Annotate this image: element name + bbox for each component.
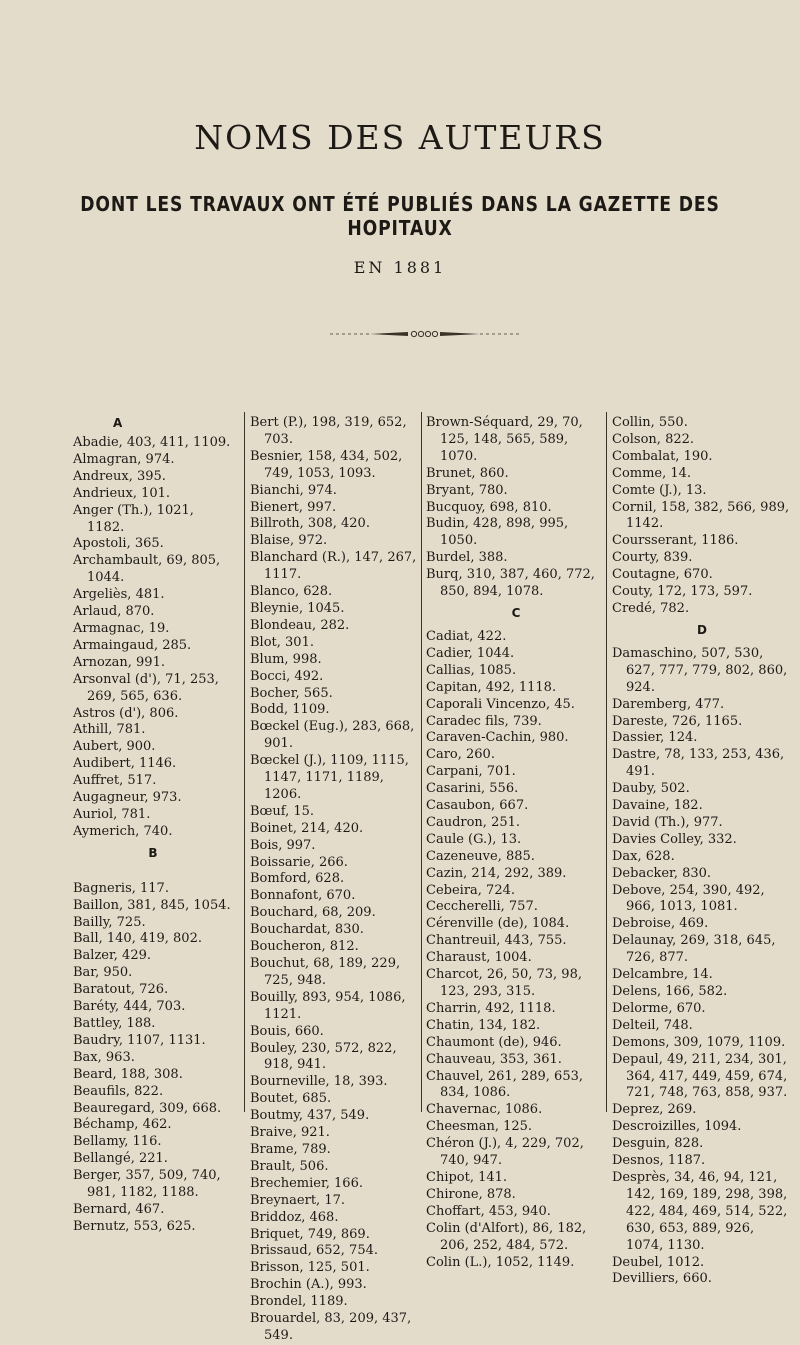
author-entry: Almagran, 974. (73, 451, 175, 467)
author-entry: Caporali Vincenzo, 45. (426, 696, 575, 712)
author-entry: Blot, 301. (250, 634, 314, 650)
author-entry: Caudron, 251. (426, 814, 521, 830)
author-entry: Bert (P.), 198, 319, 652, 703. (250, 415, 407, 447)
author-entry: Colin (d'Alfort), 86, 182, 206, 252, 484, 572. (426, 1220, 587, 1253)
author-entry: Bernutz, 553, 625. (73, 1218, 196, 1234)
spacer (73, 869, 233, 881)
author-entry: Brault, 506. (250, 1158, 329, 1174)
author-entry: Bourneville, 18, 393. (250, 1074, 388, 1090)
author-entry: Bellangé, 221. (73, 1151, 168, 1167)
author-entry: Carpani, 701. (426, 764, 516, 780)
author-entry: Bouilly, 893, 954, 1086, 1121. (250, 989, 406, 1022)
author-entry: Bianchi, 974. (250, 482, 337, 498)
author-entry: Andreux, 395. (73, 468, 166, 484)
author-entry: Casarini, 556. (426, 781, 519, 797)
author-entry: Comme, 14. (612, 465, 692, 481)
column-rule (606, 412, 607, 1112)
author-entry: Astros (d'), 806. (73, 705, 179, 721)
author-entry: Bois, 997. (250, 837, 316, 853)
author-entry: Cadier, 1044. (426, 645, 515, 661)
author-entry: Armaingaud, 285. (73, 637, 192, 653)
author-entry: Bouis, 660. (250, 1023, 324, 1039)
author-entry: Budin, 428, 898, 995, 1050. (426, 516, 569, 549)
author-entry: Chaumont (de), 946. (426, 1034, 562, 1050)
author-entry: Beard, 188, 308. (73, 1066, 183, 1082)
author-entry: Desprès, 34, 46, 94, 121, 142, 169, 189, 298, 398, 422, 484, 469, 514, 522, 630, 653, 889, 926, 1074, 1130. (612, 1169, 788, 1253)
author-entry: Cazin, 214, 292, 389. (426, 865, 567, 881)
author-entry: Armagnac, 19. (73, 620, 170, 636)
author-entry: Capitan, 492, 1118. (426, 679, 557, 695)
author-entry: Bernard, 467. (73, 1201, 165, 1217)
author-entry: Audibert, 1146. (73, 756, 177, 772)
author-entry: Bœuf, 15. (250, 803, 315, 819)
page-subtitle: DONT LES TRAVAUX ONT ÉTÉ PUBLIÉS DANS LA GAZETTE DES HOPITAUX (80, 192, 720, 240)
author-entry: Charaust, 1004. (426, 950, 532, 966)
author-entry: Bleynie, 1045. (250, 600, 345, 616)
author-entry: Damaschino, 507, 530, 627, 777, 779, 802, 860, 924. (612, 645, 788, 695)
author-entry: Breynaert, 17. (250, 1192, 345, 1208)
author-entry: Blanchard (R.), 147, 267, 1117. (250, 550, 417, 583)
author-entry: Deprez, 269. (612, 1102, 697, 1118)
author-entry: Coutagne, 670. (612, 567, 713, 583)
author-entry: Aymerich, 740. (73, 823, 173, 839)
author-entry: Beaufils, 822. (73, 1083, 164, 1099)
ornament-divider (330, 328, 520, 340)
author-entry: Cazeneuve, 885. (426, 848, 535, 864)
author-entry: Bailly, 725. (73, 914, 146, 930)
author-entry: Callias, 1085. (426, 662, 517, 678)
author-entry: Bellamy, 116. (73, 1134, 162, 1150)
author-entry: Baratout, 726. (73, 982, 169, 998)
author-entry: Baréty, 444, 703. (73, 999, 186, 1015)
author-entry: Dax, 628. (612, 848, 675, 864)
author-entry: Caule (G.), 13. (426, 831, 522, 847)
author-entry: Caradec fils, 739. (426, 713, 542, 729)
section-letter: B (148, 845, 158, 860)
author-entry: Arnozan, 991. (73, 654, 165, 670)
author-entry: Boutet, 685. (250, 1091, 332, 1107)
author-entry: Blum, 998. (250, 651, 322, 667)
author-entry: Bouchard, 68, 209. (250, 905, 376, 921)
author-entry: Demons, 309, 1079, 1109. (612, 1034, 786, 1050)
index-column-2 (250, 415, 420, 1345)
author-entry: Chavernac, 1086. (426, 1102, 543, 1118)
author-entry: Choffart, 453, 940. (426, 1203, 551, 1219)
author-entry: Bœckel (J.), 1109, 1115, 1147, 1171, 1189, 1206. (250, 753, 409, 802)
author-entry: Brisson, 125, 501. (250, 1260, 370, 1276)
author-entry: Anger (Th.), 1021, 1182. (73, 502, 194, 535)
section-letter: D (697, 622, 707, 637)
author-entry: Caro, 260. (426, 747, 495, 763)
author-entry: Desnos, 1187. (612, 1153, 706, 1169)
author-entry: Blanco, 628. (250, 584, 333, 600)
author-entry: Brechemier, 166. (250, 1175, 363, 1191)
author-entry: Battley, 188. (73, 1016, 156, 1031)
author-entry: Chipot, 141. (426, 1169, 508, 1185)
author-entry: Cheesman, 125. (426, 1119, 533, 1135)
author-entry: Coursserant, 1186. (612, 533, 739, 549)
author-entry: Balzer, 429. (73, 948, 151, 964)
author-entry: Briddoz, 468. (250, 1209, 339, 1225)
index-column-4 (612, 415, 792, 1288)
author-entry: Briquet, 749, 869. (250, 1226, 370, 1242)
author-entry: Desguin, 828. (612, 1136, 704, 1152)
author-entry: Bryant, 780. (426, 482, 508, 498)
author-entry: Boucheron, 812. (250, 939, 359, 955)
author-entry: Bienert, 997. (250, 499, 337, 515)
author-entry: Chatin, 134, 182. (426, 1017, 541, 1033)
author-entry: Boissarie, 266. (250, 854, 348, 870)
author-entry: Cebeira, 724. (426, 882, 515, 898)
author-entry: Chauveau, 353, 361. (426, 1051, 562, 1067)
author-entry: Courty, 839. (612, 550, 693, 566)
author-entry: Chirone, 878. (426, 1186, 516, 1202)
author-entry: Bouchut, 68, 189, 229, 725, 948. (250, 956, 401, 988)
author-entry: Collin, 550. (612, 415, 688, 430)
author-entry: Depaul, 49, 211, 234, 301, 364, 417, 449, 459, 674, 721, 748, 763, 858, 937. (612, 1051, 788, 1101)
author-entry: Ceccherelli, 757. (426, 899, 538, 915)
author-entry: Athill, 781. (73, 722, 146, 738)
author-entry: Davies Colley, 332. (612, 831, 737, 847)
author-entry: Brown-Séquard, 29, 70, 125, 148, 565, 589, 1070. (426, 415, 583, 464)
author-entry: Bax, 963. (73, 1049, 135, 1065)
author-entry: Debroise, 469. (612, 916, 709, 932)
author-entry: Chéron (J.), 4, 229, 702, 740, 947. (426, 1136, 584, 1169)
author-entry: Davaine, 182. (612, 798, 703, 814)
author-entry: Charrin, 492, 1118. (426, 1000, 556, 1016)
author-entry: Deubel, 1012. (612, 1254, 705, 1270)
author-entry: Charcot, 26, 50, 73, 98, 123, 293, 315. (426, 967, 582, 999)
author-entry: Béchamp, 462. (73, 1117, 172, 1133)
author-entry: Augagneur, 973. (73, 790, 182, 806)
author-entry: Braive, 921. (250, 1125, 330, 1141)
author-entry: Delorme, 670. (612, 1000, 706, 1016)
author-entry: Comte (J.), 13. (612, 482, 707, 498)
year-line: EN 1881 (353, 258, 447, 277)
section-letter: C (511, 605, 521, 620)
author-entry: Apostoli, 365. (73, 536, 164, 552)
author-entry: Bouley, 230, 572, 822, 918, 941. (250, 1040, 397, 1073)
author-entry: Brondel, 1189. (250, 1294, 348, 1310)
author-entry: Cornil, 158, 382, 566, 989, 1142. (612, 499, 790, 532)
author-entry: Baudry, 1107, 1131. (73, 1032, 206, 1048)
author-entry: Burq, 310, 387, 460, 772, 850, 894, 1078. (426, 567, 595, 600)
author-entry: Brunet, 860. (426, 465, 509, 481)
author-entry: Delcambre, 14. (612, 967, 713, 983)
author-entry: Delens, 166, 582. (612, 984, 728, 999)
page-title: NOMS DES AUTEURS (194, 118, 606, 157)
author-entry: Brochin (A.), 993. (250, 1277, 367, 1293)
author-entry: Brame, 789. (250, 1141, 331, 1157)
author-entry: Bocci, 492. (250, 668, 324, 684)
author-entry: Billroth, 308, 420. (250, 516, 370, 532)
column-rule (421, 412, 422, 1112)
author-entry: Bomford, 628. (250, 871, 345, 887)
author-entry: Boinet, 214, 420. (250, 820, 364, 836)
author-entry: Bucquoy, 698, 810. (426, 499, 552, 515)
author-entry: Dassier, 124. (612, 730, 698, 746)
author-entry: Burdel, 388. (426, 550, 508, 566)
author-entry: Blaise, 972. (250, 533, 328, 549)
author-entry: Bœckel (Eug.), 283, 668, 901. (250, 719, 415, 752)
author-entry: Andrieux, 101. (73, 485, 171, 501)
author-entry: Bocher, 565. (250, 685, 333, 701)
author-entry: Cérenville (de), 1084. (426, 916, 570, 932)
author-entry: Chauvel, 261, 289, 653, 834, 1086. (426, 1068, 584, 1101)
author-entry: Debove, 254, 390, 492, 966, 1013, 1081. (612, 882, 765, 915)
author-entry: Besnier, 158, 434, 502, 749, 1053, 1093. (250, 448, 403, 481)
author-entry: Blondeau, 282. (250, 617, 350, 633)
author-entry: Couty, 172, 173, 597. (612, 584, 753, 600)
author-entry: Dastre, 78, 133, 253, 436, 491. (612, 747, 785, 780)
column-rule (244, 412, 245, 1112)
author-entry: Auriol, 781. (73, 806, 151, 822)
author-entry: Devilliers, 660. (612, 1271, 712, 1287)
author-entry: Bagneris, 117. (73, 880, 169, 896)
author-entry: Debacker, 830. (612, 865, 712, 881)
author-entry: Boutmy, 437, 549. (250, 1108, 370, 1124)
author-entry: Argeliès, 481. (73, 587, 165, 603)
author-entry: Bonnafont, 670. (250, 888, 356, 904)
author-entry: Credé, 782. (612, 600, 690, 616)
author-entry: Descroizilles, 1094. (612, 1119, 742, 1135)
author-entry: Brouardel, 83, 209, 437, 549. (250, 1311, 412, 1343)
author-entry: Delaunay, 269, 318, 645, 726, 877. (612, 933, 776, 966)
author-entry: Casaubon, 667. (426, 798, 529, 814)
author-entry: Auffret, 517. (73, 773, 157, 789)
author-entry: Abadie, 403, 411, 1109. (73, 435, 231, 450)
author-entry: Ball, 140, 419, 802. (73, 931, 202, 947)
author-entry: Baillon, 381, 845, 1054. (73, 897, 231, 913)
author-entry: Arsonval (d'), 71, 253, 269, 565, 636. (73, 671, 219, 704)
author-entry: Beauregard, 309, 668. (73, 1100, 222, 1116)
author-entry: Chantreuil, 443, 755. (426, 933, 567, 949)
author-entry: Cadiat, 422. (426, 628, 507, 644)
author-entry: Colin (L.), 1052, 1149. (426, 1254, 575, 1270)
author-entry: Aubert, 900. (73, 739, 156, 755)
author-entry: Berger, 357, 509, 740, 981, 1182, 1188. (73, 1168, 221, 1201)
author-entry: Dauby, 502. (612, 781, 690, 797)
author-entry: Bar, 950. (73, 965, 133, 981)
author-entry: Bodd, 1109. (250, 702, 330, 718)
author-entry: Arlaud, 870. (73, 604, 155, 620)
author-entry: Caraven-Cachin, 980. (426, 730, 569, 746)
author-entry: Colson, 822. (612, 431, 695, 447)
author-entry: Combalat, 190. (612, 448, 713, 464)
section-letter: A (113, 416, 123, 430)
index-column-3 (426, 415, 606, 1271)
author-entry: David (Th.), 977. (612, 814, 723, 830)
author-entry: Bouchardat, 830. (250, 922, 364, 938)
author-entry: Delteil, 748. (612, 1017, 693, 1033)
author-entry: Dareste, 726, 1165. (612, 713, 743, 729)
author-entry: Brissaud, 652, 754. (250, 1243, 379, 1259)
author-entry: Daremberg, 477. (612, 696, 725, 712)
author-entry: Archambault, 69, 805, 1044. (73, 553, 221, 586)
index-column-1 (73, 415, 233, 1236)
